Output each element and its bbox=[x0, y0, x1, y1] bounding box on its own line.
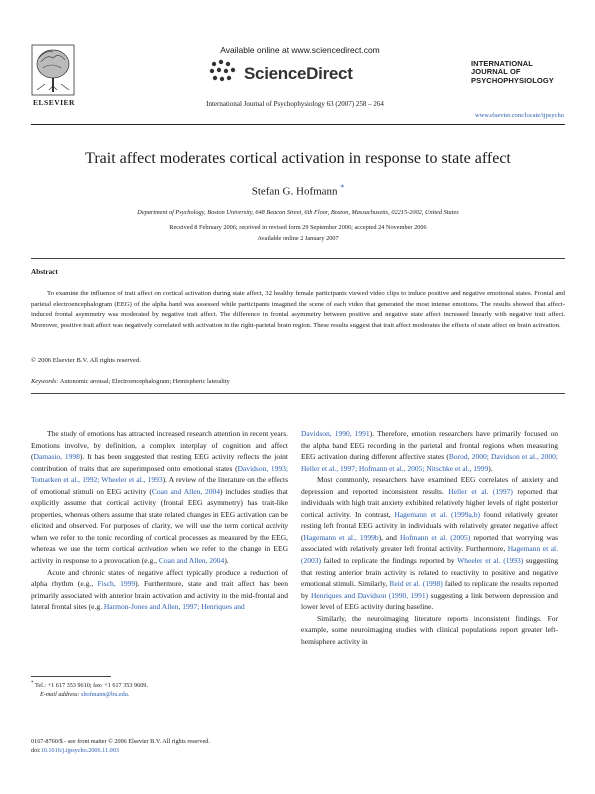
body-text-run: Similarly, the neuroimaging literature reports inconsistent findings. For example, some neuroimaging studies with clinical populations report greater left-hemisphere activity in bbox=[301, 613, 558, 646]
body-text-run: ). bbox=[224, 556, 229, 566]
citation-link[interactable]: Hagemann et al. (2003) bbox=[301, 544, 558, 566]
journal-title-logo bbox=[471, 60, 571, 85]
body-text-run: ). A review of the literature on the effects of emotional stimuli on EEG activity ( bbox=[31, 475, 288, 496]
abstract-text: To examine the influence of trait affect on cortical activation during state affect, 32 healthy female participants viewed video clips to induce positive and negative emotional states. Frontal and parietal electroencephalogram (EEG) of the alpha band was assessed while participants imagined the scene of each video that generated the most intense emotions. The results showed that affect-induced frontal asymmetry was moderated by negative trait affect. The difference in frontal asymmetry between positive and negative state affect increased linearly with negative trait affect. Moreover, positive trait affect was negatively correlated with activation in the right-parietal brain region. These results suggest that trait affect moderates the effects of state affect on brain activation. bbox=[31, 290, 565, 329]
citation-link[interactable]: Davidson, 1990, 1991 bbox=[301, 429, 370, 438]
body-paragraph bbox=[301, 474, 558, 613]
affiliation: Department of Psychology, Boston University, 648 Beacon Street, 6th Floor, Boston, Massachusetts, 02215-2002, United States bbox=[137, 209, 459, 216]
citation-link[interactable]: Davidson, 1993; Tomarken et al., 1992; Wheeler et al., 1993 bbox=[31, 463, 288, 485]
body-text-run: ). Furthermore, state and trait affect has been primarily associated with anterior brain activation and activity in the mid-frontal and lateral frontal sites (e.g. bbox=[31, 579, 288, 612]
emphasized-term: activation bbox=[137, 544, 168, 554]
body-text-run: reported that worrying was associated with relatively greater left frontal activity. Furthermore, bbox=[301, 532, 559, 554]
emphasized-term: activity bbox=[265, 521, 288, 531]
elsevier-tree-logo bbox=[31, 44, 75, 96]
footnote-tel: Tel.: +1 617 353 9610; fax: +1 617 353 9609. bbox=[35, 682, 148, 690]
citation-link[interactable]: Henriques and Davidson (1990, 1991) bbox=[310, 590, 429, 600]
available-online-date: Available online 2 January 2007 bbox=[257, 235, 339, 242]
keywords-label: Keywords: bbox=[31, 378, 59, 385]
body-text-run: suggesting that resting anterior brain activity is related to reactivity to positive and negative emotional stimuli. Similarly, bbox=[301, 556, 558, 589]
citation-link[interactable]: Fisch, 1999 bbox=[97, 579, 136, 589]
citation-link[interactable]: Hagemann et al. (1999a,b) bbox=[394, 509, 480, 519]
citation-link[interactable]: Hagemann et al., 1999b bbox=[303, 532, 379, 542]
citation-link[interactable]: Hofmann et al. (2005) bbox=[399, 532, 471, 542]
journal-title-line: INTERNATIONAL bbox=[471, 59, 533, 68]
footnote-email-link[interactable]: shofmann@bu.edu. bbox=[81, 691, 130, 699]
abstract-copyright: © 2006 Elsevier B.V. All rights reserved. bbox=[31, 357, 141, 364]
citation-link[interactable]: Damasio, 1998 bbox=[33, 452, 80, 462]
body-text-run: ). bbox=[488, 463, 493, 473]
body-text-run: when we refer to the change in EEG activity in response to a provocation (e.g., bbox=[31, 544, 288, 566]
body-paragraph bbox=[31, 567, 288, 613]
sciencedirect-brand: ScienceDirect bbox=[244, 64, 353, 83]
body-text-run: ), and bbox=[378, 532, 400, 542]
journal-url-link[interactable]: www.elsevier.com/locate/ijpsycho bbox=[474, 112, 564, 119]
body-text-run: failed to replicate the results reported by bbox=[301, 579, 558, 600]
header-divider bbox=[31, 124, 565, 125]
author-name: Stefan G. Hofmann bbox=[251, 185, 338, 198]
publisher-name: ELSEVIER bbox=[33, 98, 75, 107]
body-text-run: Acute and chronic states of negative affect typically produce a reduction of alpha rhythm (e.g., bbox=[31, 567, 288, 589]
available-online-text: Available online at www.sciencedirect.com bbox=[220, 45, 380, 55]
footnote-email-label: E-mail address: bbox=[40, 691, 80, 699]
article-title: Trait affect moderates cortical activation in response to state affect bbox=[85, 150, 511, 167]
body-text-run: found relatively greater resting left frontal EEG activity in individuals with relatively greater negative affect ( bbox=[301, 509, 558, 542]
abstract-top-divider bbox=[31, 258, 565, 259]
footnote-email-line bbox=[31, 690, 288, 699]
doi-line bbox=[31, 746, 331, 755]
body-text-run: ). Therefore, emotion researchers have primarily focused on the alpha band EEG recording in the parietal and frontal regions when measuring EEG activation during different affective states ( bbox=[301, 429, 558, 462]
body-column-left bbox=[31, 428, 288, 613]
body-paragraph bbox=[301, 613, 558, 648]
body-text-run: reported that individuals with high trait anxiety exhibited relatively higher levels of right posterior cortical activity. In contrast, bbox=[301, 486, 558, 519]
body-text-run: ). It has been suggested that resting EEG activity reflects the joint contribution of traits that are superimposed onto emotional states ( bbox=[31, 452, 288, 473]
doi-link[interactable]: 10.1016/j.ijpsycho.2006.11.003 bbox=[40, 747, 119, 754]
author-footnote bbox=[31, 679, 288, 699]
body-text-run: ) includes studies that explicitly assume that cortical activity (frontal EEG asymmetry) has trait-like properties, whereas others assume that state related changes in EEG activation can be elicited and observed. For purposes of clarity, we will use the term cortical bbox=[31, 486, 288, 531]
citation-link[interactable]: Reid et al. (1998) bbox=[389, 579, 443, 589]
abstract-heading: Abstract bbox=[31, 268, 58, 276]
body-paragraph bbox=[31, 428, 288, 567]
author-footnote-link[interactable]: * bbox=[340, 183, 345, 192]
body-text-run: Most commonly, researchers have examined EEG correlates of anxiety and depression and reported inconsistent results. bbox=[301, 475, 558, 496]
abstract-bottom-divider bbox=[31, 393, 565, 394]
citation-link[interactable]: Heller et al. (1997) bbox=[448, 486, 513, 496]
footnote-divider bbox=[31, 676, 111, 677]
journal-title-line: PSYCHOPHYSIOLOGY bbox=[471, 75, 554, 85]
citation-link[interactable]: Wheeler et al. (1993) bbox=[457, 556, 524, 566]
received-dates: Received 8 February 2006; received in revised form 29 September 2006; accepted 24 November 2006 bbox=[169, 224, 427, 231]
journal-title-line: JOURNAL OF bbox=[471, 67, 521, 77]
doi-prefix: doi: bbox=[31, 747, 41, 754]
body-text-run: failed to replicate the findings reported by bbox=[321, 556, 458, 566]
body-text-run: suggesting a link between depression and lower level of EEG activity during baseline. bbox=[301, 590, 558, 612]
citation-link[interactable]: Borod, 2000; Davidson et al., 2000; Heller et al., 1997; Hofmann et al., 2005; Nitschke et al., 1999 bbox=[301, 452, 558, 473]
citation-link[interactable]: Coan and Allen, 2004 bbox=[158, 556, 225, 566]
keywords bbox=[31, 378, 565, 385]
footnote-mark: * bbox=[31, 680, 34, 686]
body-column-right bbox=[301, 428, 558, 647]
issn-line: 0167-8760/$ - see front matter © 2006 Elsevier B.V. All rights reserved. bbox=[31, 738, 210, 745]
body-paragraph bbox=[301, 428, 558, 474]
front-matter bbox=[31, 737, 331, 755]
body-text-run: when we refer to the tonic recording of cortical processes as measured by the EEG, whereas we use the term cortical bbox=[31, 532, 288, 554]
citation-link[interactable]: Coan and Allen, 2004 bbox=[151, 486, 221, 496]
body-text-run: The study of emotions has attracted increased research attention in recent years. Emotions involve, by definition, a complex interplay of cognition and affect ( bbox=[31, 429, 288, 462]
footnote-contact bbox=[31, 679, 288, 690]
keywords-list: Autonomic arousal; Electroencephalogram; Hemispheric laterality bbox=[59, 378, 230, 385]
citation-link[interactable]: Harmon-Jones and Allen, 1997; Henriques and bbox=[103, 602, 245, 612]
author-line bbox=[31, 183, 565, 198]
journal-citation: International Journal of Psychophysiology 63 (2007) 258 – 264 bbox=[206, 100, 384, 108]
sciencedirect-logo-icon bbox=[208, 58, 238, 84]
